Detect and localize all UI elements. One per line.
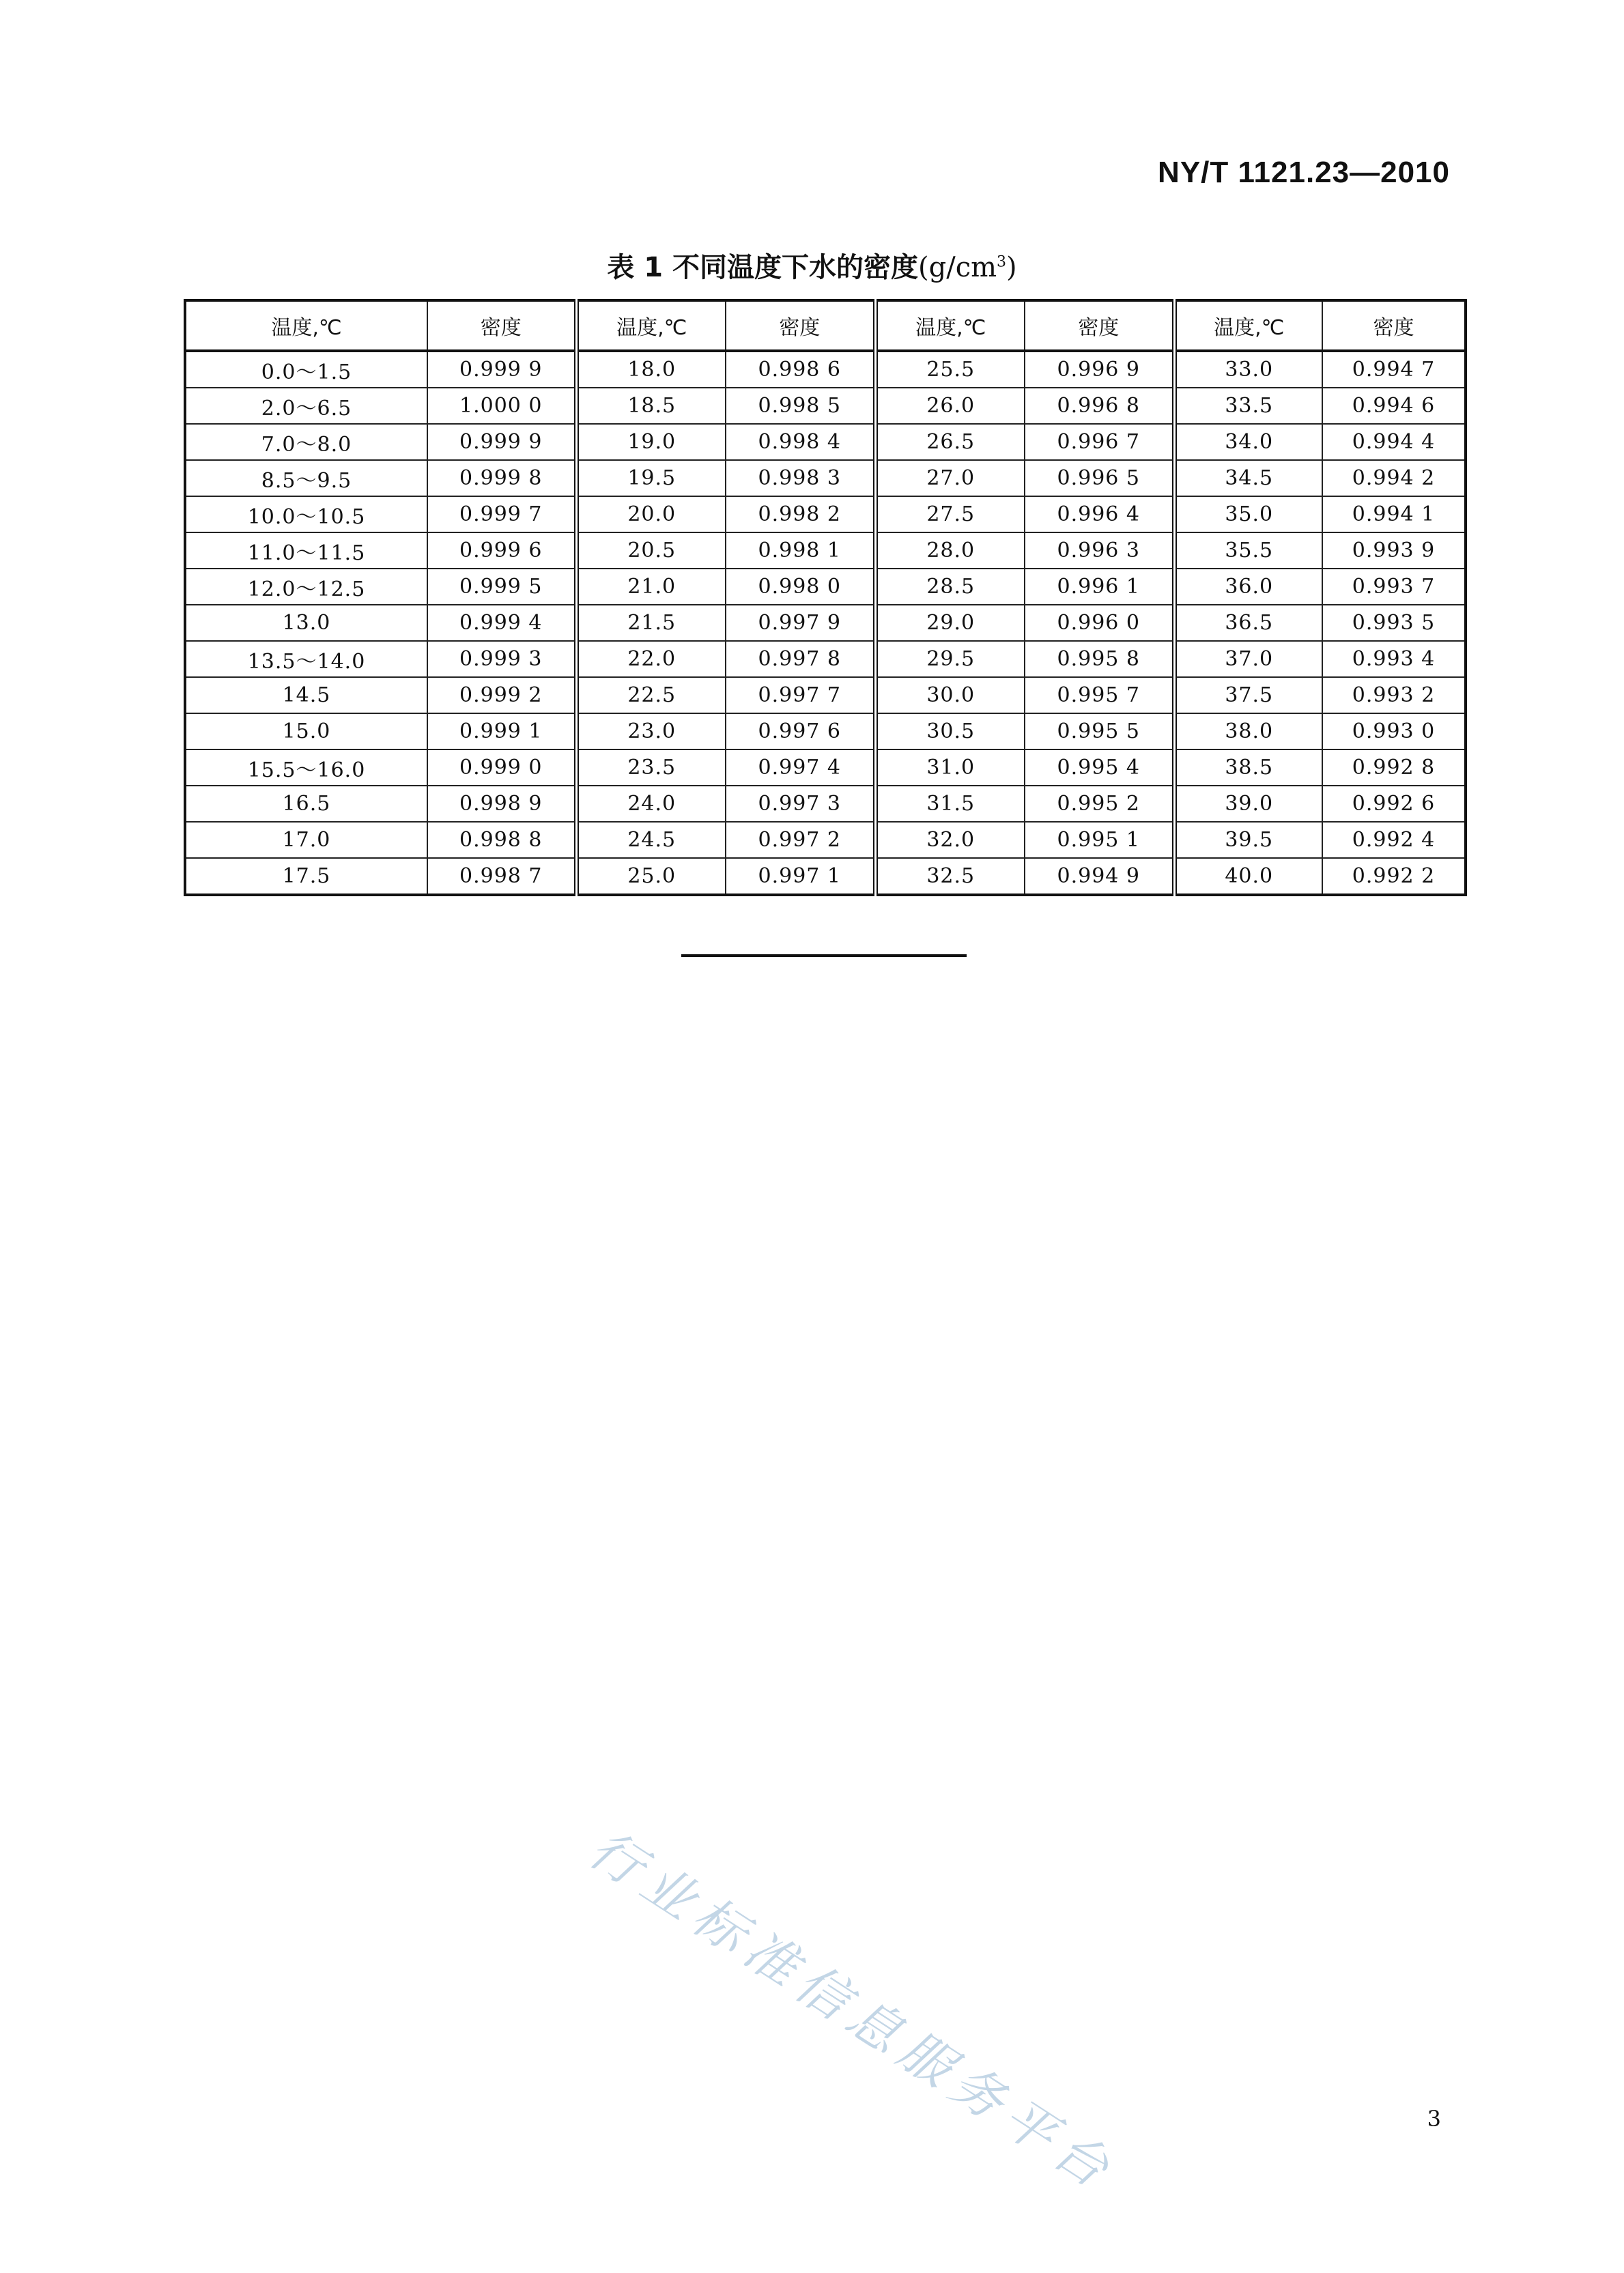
temperature-cell-2: 24.0 [576,786,726,822]
density-cell-1: 1.000 0 [427,388,576,424]
table-row [185,569,1466,605]
temperature-cell-4: 38.0 [1174,713,1322,749]
temperature-cell-3: 26.5 [875,424,1025,460]
density-cell-1: 0.999 0 [427,749,576,786]
temperature-cell-4: 39.0 [1174,786,1322,822]
density-cell-2: 0.998 6 [726,351,875,388]
header-temperature-3: 温度,℃ [875,300,1025,351]
temperature-cell-4: 40.0 [1174,858,1322,895]
table-row [185,605,1466,641]
density-cell-3: 0.996 3 [1025,532,1174,569]
temperature-cell-4: 33.0 [1174,351,1322,388]
density-cell-4: 0.993 0 [1322,713,1466,749]
density-cell-2: 0.997 6 [726,713,875,749]
temperature-cell-1: 10.0～10.5 [185,496,427,532]
temperature-cell-2: 19.0 [576,424,726,460]
temperature-cell-3: 31.0 [875,749,1025,786]
temperature-cell-2: 22.0 [576,641,726,677]
header-temperature-4: 温度,℃ [1174,300,1322,351]
density-cell-1: 0.999 7 [427,496,576,532]
temperature-cell-4: 33.5 [1174,388,1322,424]
table-title-unit-superscript: 3 [997,253,1007,271]
temperature-cell-3: 30.0 [875,677,1025,713]
temperature-cell-4: 37.0 [1174,641,1322,677]
density-cell-3: 0.995 8 [1025,641,1174,677]
header-temperature-1: 温度,℃ [185,300,427,351]
density-cell-1: 0.999 5 [427,569,576,605]
page-number: 3 [1427,2106,1441,2132]
density-cell-3: 0.996 0 [1025,605,1174,641]
density-cell-1: 0.999 9 [427,351,576,388]
density-cell-4: 0.994 6 [1322,388,1466,424]
table-row [185,641,1466,677]
temperature-cell-3: 28.0 [875,532,1025,569]
temperature-cell-1: 8.5～9.5 [185,460,427,496]
temperature-cell-4: 37.5 [1174,677,1322,713]
density-cell-2: 0.998 1 [726,532,875,569]
temperature-cell-1: 14.5 [185,677,427,713]
table-row [185,677,1466,713]
temperature-cell-1: 11.0～11.5 [185,532,427,569]
header-density-3: 密度 [1025,300,1174,351]
temperature-cell-3: 29.5 [875,641,1025,677]
table-title-text: 表 1 不同温度下水的密度 [607,252,919,283]
header-temperature-2: 温度,℃ [576,300,726,351]
density-cell-4: 0.993 4 [1322,641,1466,677]
temperature-cell-4: 34.5 [1174,460,1322,496]
density-cell-3: 0.996 7 [1025,424,1174,460]
temperature-cell-4: 35.0 [1174,496,1322,532]
temperature-cell-2: 18.5 [576,388,726,424]
table-row [185,424,1466,460]
density-cell-2: 0.998 2 [726,496,875,532]
density-cell-1: 0.998 8 [427,822,576,858]
density-cell-1: 0.998 9 [427,786,576,822]
table-row [185,822,1466,858]
density-cell-3: 0.995 4 [1025,749,1174,786]
density-cell-1: 0.999 1 [427,713,576,749]
temperature-cell-3: 32.5 [875,858,1025,895]
density-cell-3: 0.995 7 [1025,677,1174,713]
density-cell-3: 0.996 5 [1025,460,1174,496]
density-cell-4: 0.992 8 [1322,749,1466,786]
density-cell-3: 0.996 1 [1025,569,1174,605]
table-title-unit-open: (g/cm [918,252,997,283]
temperature-cell-2: 18.0 [576,351,726,388]
density-cell-1: 0.999 6 [427,532,576,569]
density-cell-1: 0.999 2 [427,677,576,713]
density-cell-2: 0.998 4 [726,424,875,460]
temperature-cell-1: 13.5～14.0 [185,641,427,677]
table-title-unit [918,252,1017,283]
end-of-standard-rule [681,954,967,957]
header-density-4: 密度 [1322,300,1466,351]
density-cell-4: 0.992 2 [1322,858,1466,895]
density-cell-2: 0.998 0 [726,569,875,605]
temperature-cell-1: 7.0～8.0 [185,424,427,460]
density-cell-2: 0.997 4 [726,749,875,786]
temperature-cell-2: 19.5 [576,460,726,496]
table-row [185,496,1466,532]
table-row [185,858,1466,895]
density-cell-1: 0.999 8 [427,460,576,496]
temperature-cell-2: 23.5 [576,749,726,786]
density-cell-3: 0.996 9 [1025,351,1174,388]
temperature-cell-2: 20.0 [576,496,726,532]
header-density-2: 密度 [726,300,875,351]
temperature-cell-1: 12.0～12.5 [185,569,427,605]
table-row [185,460,1466,496]
density-cell-1: 0.999 9 [427,424,576,460]
table-row [185,532,1466,569]
temperature-cell-4: 35.5 [1174,532,1322,569]
temperature-cell-4: 36.5 [1174,605,1322,641]
table-row [185,351,1466,388]
density-cell-2: 0.998 3 [726,460,875,496]
density-cell-2: 0.997 1 [726,858,875,895]
density-cell-4: 0.992 4 [1322,822,1466,858]
temperature-cell-1: 15.5～16.0 [185,749,427,786]
temperature-cell-2: 20.5 [576,532,726,569]
temperature-cell-3: 30.5 [875,713,1025,749]
table-body [185,351,1466,895]
density-cell-1: 0.999 4 [427,605,576,641]
table-header-row [185,300,1466,351]
density-cell-3: 0.995 1 [1025,822,1174,858]
temperature-cell-1: 17.5 [185,858,427,895]
table-title-unit-close: ) [1006,252,1017,283]
temperature-cell-3: 29.0 [875,605,1025,641]
density-cell-4: 0.993 7 [1322,569,1466,605]
density-cell-4: 0.994 1 [1322,496,1466,532]
temperature-cell-1: 0.0～1.5 [185,351,427,388]
density-cell-4: 0.994 2 [1322,460,1466,496]
temperature-cell-1: 16.5 [185,786,427,822]
temperature-cell-4: 39.5 [1174,822,1322,858]
temperature-cell-3: 27.0 [875,460,1025,496]
density-cell-2: 0.997 2 [726,822,875,858]
temperature-cell-2: 21.0 [576,569,726,605]
temperature-cell-2: 21.5 [576,605,726,641]
document-code: NY/T 1121.23—2010 [1158,156,1450,189]
temperature-cell-3: 25.5 [875,351,1025,388]
temperature-cell-2: 24.5 [576,822,726,858]
watermark-text: 行业标准信息服务平台 [578,1818,1128,2204]
table-row [185,749,1466,786]
density-cell-1: 0.999 3 [427,641,576,677]
temperature-cell-4: 34.0 [1174,424,1322,460]
table-row [185,786,1466,822]
temperature-cell-3: 32.0 [875,822,1025,858]
density-cell-2: 0.997 3 [726,786,875,822]
temperature-cell-2: 25.0 [576,858,726,895]
water-density-table [184,299,1467,896]
density-cell-2: 0.997 7 [726,677,875,713]
temperature-cell-3: 27.5 [875,496,1025,532]
density-cell-3: 0.996 4 [1025,496,1174,532]
table-row [185,388,1466,424]
density-cell-1: 0.998 7 [427,858,576,895]
density-cell-4: 0.993 9 [1322,532,1466,569]
density-cell-4: 0.994 4 [1322,424,1466,460]
table-row [185,713,1466,749]
density-cell-2: 0.998 5 [726,388,875,424]
density-cell-3: 0.996 8 [1025,388,1174,424]
table-title [0,246,1624,285]
density-cell-2: 0.997 8 [726,641,875,677]
temperature-cell-1: 2.0～6.5 [185,388,427,424]
temperature-cell-2: 22.5 [576,677,726,713]
density-cell-4: 0.993 2 [1322,677,1466,713]
temperature-cell-1: 13.0 [185,605,427,641]
density-cell-4: 0.992 6 [1322,786,1466,822]
temperature-cell-4: 36.0 [1174,569,1322,605]
density-cell-4: 0.994 7 [1322,351,1466,388]
header-density-1: 密度 [427,300,576,351]
temperature-cell-2: 23.0 [576,713,726,749]
density-cell-3: 0.995 5 [1025,713,1174,749]
temperature-cell-4: 38.5 [1174,749,1322,786]
density-cell-4: 0.993 5 [1322,605,1466,641]
density-cell-3: 0.995 2 [1025,786,1174,822]
density-cell-3: 0.994 9 [1025,858,1174,895]
temperature-cell-1: 17.0 [185,822,427,858]
temperature-cell-3: 31.5 [875,786,1025,822]
density-cell-2: 0.997 9 [726,605,875,641]
temperature-cell-3: 26.0 [875,388,1025,424]
temperature-cell-3: 28.5 [875,569,1025,605]
temperature-cell-1: 15.0 [185,713,427,749]
